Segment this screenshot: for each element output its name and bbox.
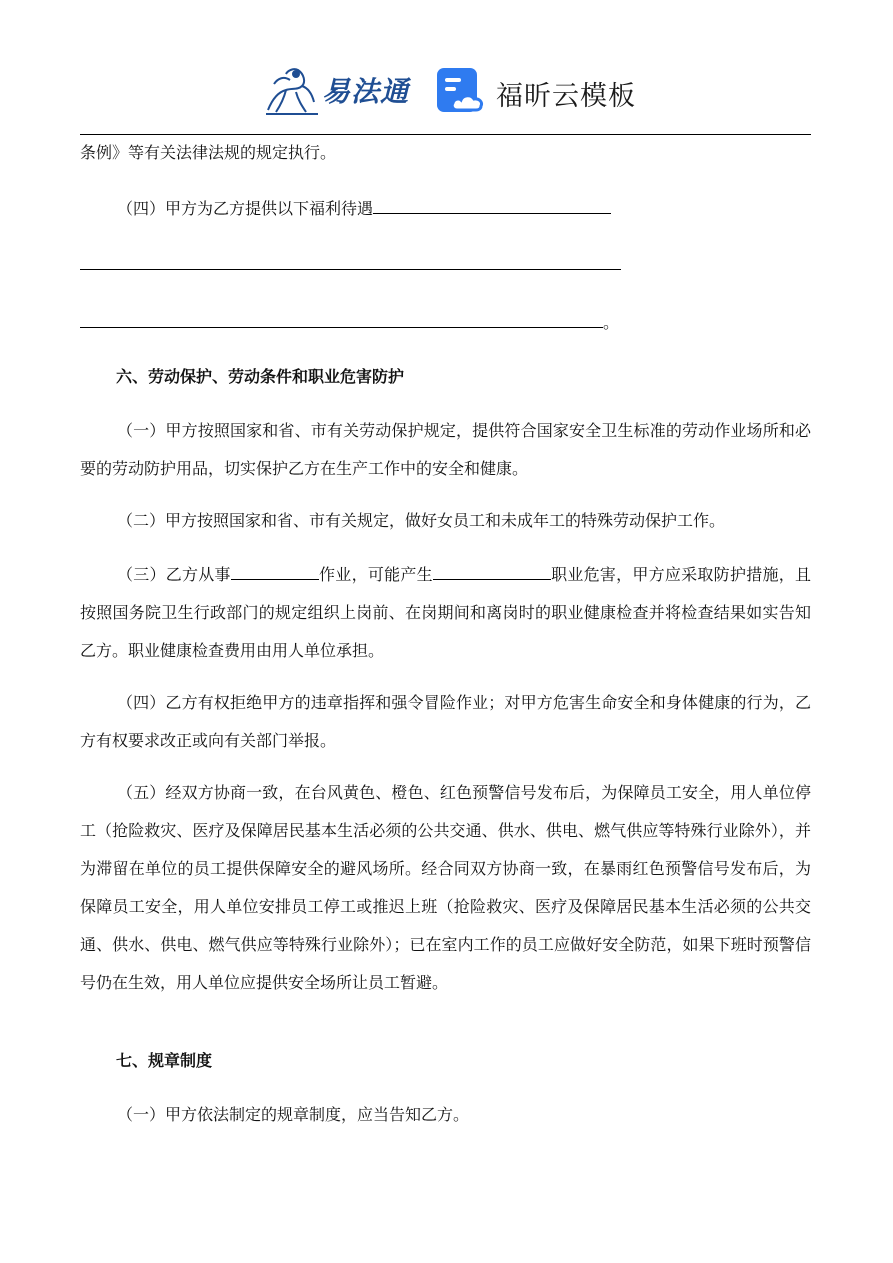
welfare-blank-2 bbox=[80, 269, 621, 270]
section-6-clause-3 bbox=[80, 556, 811, 670]
section-6-clause-1: （一）甲方按照国家和省、市有关劳动保护规定，提供符合国家安全卫生标准的劳动作业场所和必要的劳动防护用品，切实保护乙方在生产工作中的安全和健康。 bbox=[80, 421, 811, 478]
clause-3-part-a: （三）乙方从事 bbox=[117, 565, 231, 584]
logo-left-text: 易法通 bbox=[322, 75, 410, 108]
clause-3-part-b: 作业，可能产生 bbox=[318, 565, 433, 584]
section-6-title: 六、劳动保护、劳动条件和职业危害防护 bbox=[116, 367, 405, 386]
occupation-blank bbox=[231, 563, 319, 580]
section-6-clause-5: （五）经双方协商一致，在台风黄色、橙色、红色预警信号发布后，为保障员工安全，用人单位停工（抢险救灾、医疗及保障居民基本生活必须的公共交通、供水、供电、燃气供应等特殊行业除外），并为滞留在单位的员工提供保障安全的避风场所。经合同双方协商一致，在暴雨红色预警信号发布后，为保障员工安全，用人单位安排员工停工或推迟上班（抢险救灾、医疗及保障居民基本生活必须的公共交通、供水、供电、燃气供应等特殊行业除外）；已在室内工作的员工应做好安全防范，如果下班时预警信号仍在生效，用人单位应提供安全场所让员工暂避。 bbox=[80, 783, 811, 992]
continuation-line: 条例》等有关法律法规的规定执行。 bbox=[80, 143, 337, 162]
section-6-clause-4: （四）乙方有权拒绝甲方的违章指挥和强令冒险作业；对甲方危害生命安全和身体健康的行为，乙方有权要求改正或向有关部门举报。 bbox=[80, 693, 811, 750]
page-header bbox=[0, 0, 893, 135]
hazard-blank bbox=[433, 563, 551, 580]
welfare-clause-text: （四）甲方为乙方提供以下福利待遇 bbox=[117, 199, 374, 218]
welfare-clause bbox=[80, 190, 848, 228]
section-7-clause-1: （一）甲方依法制定的规章制度，应当告知乙方。 bbox=[117, 1105, 470, 1124]
section-6-clause-2: （二）甲方按照国家和省、市有关规定，做好女员工和未成年工的特殊劳动保护工作。 bbox=[117, 511, 726, 530]
welfare-blank-1 bbox=[373, 197, 611, 214]
period: 。 bbox=[603, 313, 620, 332]
clause-3-part-c: 职业危害，甲方应采取防护措施，且按照国务院卫生行政部门的规定组织上岗前、在岗期间和离岗时的职业健康检查并将检查结果如实告知乙方。职业健康检查费用由用人单位承担。 bbox=[80, 565, 811, 660]
welfare-blank-line-3 bbox=[80, 304, 811, 342]
cloud-document-icon bbox=[435, 66, 487, 118]
welfare-blank-3 bbox=[80, 311, 603, 328]
logo-right-text: 福昕云模板 bbox=[496, 81, 636, 112]
section-7-title: 七、规章制度 bbox=[116, 1051, 213, 1070]
